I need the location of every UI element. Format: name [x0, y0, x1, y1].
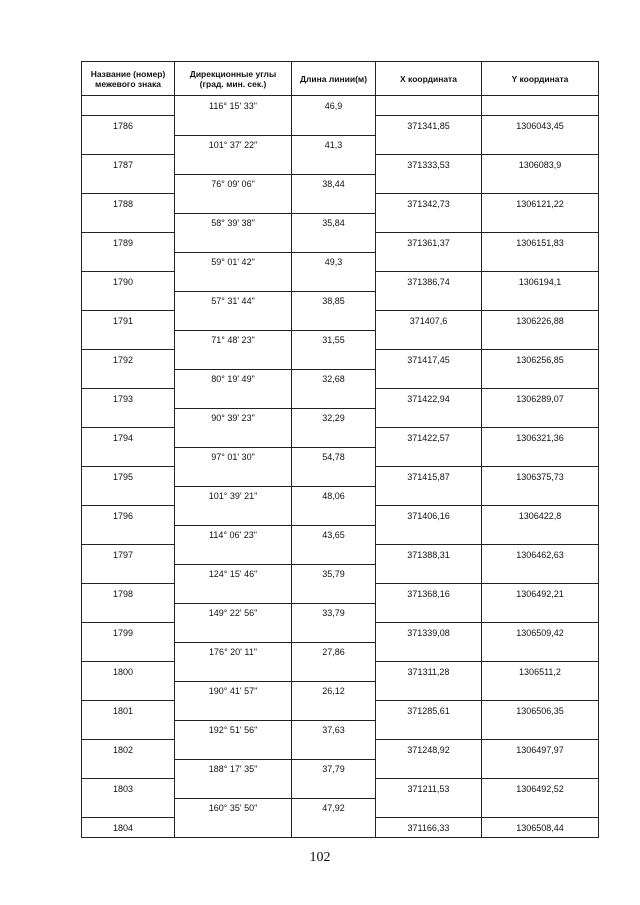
y-coordinate-cell: 1306422,8 [482, 506, 599, 526]
bearing-cell: 192° 51' 56" [175, 720, 292, 740]
empty-cell [82, 681, 175, 701]
point-row [82, 662, 599, 682]
header-point-name: Название (номер) межевого знака [82, 62, 175, 96]
length-cell: 35,84 [292, 213, 376, 233]
length-cell: 47,92 [292, 798, 376, 818]
y-coordinate-cell: 1306511,2 [482, 662, 599, 682]
empty-cell [82, 408, 175, 428]
y-coordinate-cell: 1306256,85 [482, 350, 599, 370]
point-row [82, 116, 599, 136]
point-name-cell: 1798 [82, 584, 175, 604]
empty-cell [82, 525, 175, 545]
empty-cell [175, 662, 292, 682]
empty-cell [175, 545, 292, 565]
x-coordinate-cell: 371368,16 [376, 584, 482, 604]
segment-row [82, 408, 599, 428]
empty-cell [376, 759, 482, 779]
length-cell: 35,79 [292, 564, 376, 584]
empty-cell [482, 681, 599, 701]
empty-cell [376, 603, 482, 623]
point-row [82, 155, 599, 175]
point-row [82, 350, 599, 370]
y-coordinate-cell: 1306492,52 [482, 779, 599, 799]
point-name-cell: 1804 [82, 818, 175, 838]
empty-cell [482, 720, 599, 740]
segment-row [82, 213, 599, 233]
empty-cell [82, 759, 175, 779]
empty-cell [82, 798, 175, 818]
length-cell: 38,44 [292, 174, 376, 194]
segment-row [82, 525, 599, 545]
length-cell: 33,79 [292, 603, 376, 623]
length-cell: 49,3 [292, 252, 376, 272]
empty-cell [82, 174, 175, 194]
empty-cell [376, 486, 482, 506]
point-name-cell: 1793 [82, 389, 175, 409]
bearing-cell: 160° 35' 50" [175, 798, 292, 818]
empty-cell [292, 194, 376, 214]
empty-cell [175, 818, 292, 838]
header-y-coordinate: Y координата [482, 62, 599, 96]
segment-row [82, 135, 599, 155]
empty-cell [292, 623, 376, 643]
empty-cell [292, 155, 376, 175]
empty-cell [376, 642, 482, 662]
x-coordinate-cell: 371406,16 [376, 506, 482, 526]
segment-row [82, 681, 599, 701]
empty-cell [292, 389, 376, 409]
point-row [82, 779, 599, 799]
point-name-cell: 1803 [82, 779, 175, 799]
empty-cell [292, 506, 376, 526]
x-coordinate-cell: 371407,6 [376, 311, 482, 331]
empty-cell [482, 486, 599, 506]
empty-cell [376, 564, 482, 584]
bearing-cell: 97° 01' 30" [175, 447, 292, 467]
point-row [82, 740, 599, 760]
bearing-cell: 116° 15' 33" [175, 96, 292, 116]
empty-cell [292, 467, 376, 487]
segment-row [82, 720, 599, 740]
y-coordinate-cell: 1306226,88 [482, 311, 599, 331]
empty-cell [482, 798, 599, 818]
y-coordinate-cell: 1306492,21 [482, 584, 599, 604]
segment-row [82, 369, 599, 389]
empty-cell [376, 291, 482, 311]
empty-cell [82, 96, 175, 116]
empty-cell [482, 759, 599, 779]
segment-row [82, 642, 599, 662]
empty-cell [175, 389, 292, 409]
y-coordinate-cell: 1306194,1 [482, 272, 599, 292]
length-cell: 32,68 [292, 369, 376, 389]
bearing-cell: 190° 41' 57" [175, 681, 292, 701]
bearing-cell: 101° 37' 22" [175, 135, 292, 155]
y-coordinate-cell: 1306497,97 [482, 740, 599, 760]
point-name-cell: 1800 [82, 662, 175, 682]
point-name-cell: 1786 [82, 116, 175, 136]
empty-cell [376, 447, 482, 467]
empty-cell [482, 213, 599, 233]
empty-cell [482, 252, 599, 272]
bearing-cell: 90° 39' 23" [175, 408, 292, 428]
length-cell: 27,86 [292, 642, 376, 662]
x-coordinate-cell: 371422,94 [376, 389, 482, 409]
y-coordinate-cell: 1306375,73 [482, 467, 599, 487]
empty-cell [292, 545, 376, 565]
empty-cell [175, 272, 292, 292]
point-name-cell: 1794 [82, 428, 175, 448]
point-row [82, 194, 599, 214]
y-coordinate-cell: 1306509,42 [482, 623, 599, 643]
x-coordinate-cell: 371341,85 [376, 116, 482, 136]
x-coordinate-cell: 371285,61 [376, 701, 482, 721]
length-cell: 43,65 [292, 525, 376, 545]
empty-cell [82, 564, 175, 584]
bearing-cell: 176° 20' 11" [175, 642, 292, 662]
empty-cell [482, 135, 599, 155]
empty-cell [292, 311, 376, 331]
bearing-cell: 58° 39' 38" [175, 213, 292, 233]
point-row [82, 623, 599, 643]
bearing-cell: 59° 01' 42" [175, 252, 292, 272]
empty-cell [175, 350, 292, 370]
header-x-coordinate: X координата [376, 62, 482, 96]
empty-cell [82, 330, 175, 350]
segment-row [82, 174, 599, 194]
empty-cell [482, 447, 599, 467]
point-name-cell: 1792 [82, 350, 175, 370]
empty-cell [376, 681, 482, 701]
point-name-cell: 1795 [82, 467, 175, 487]
point-name-cell: 1790 [82, 272, 175, 292]
bearing-cell: 149° 22' 56" [175, 603, 292, 623]
empty-cell [175, 467, 292, 487]
empty-cell [482, 642, 599, 662]
bearing-cell: 71° 48' 23" [175, 330, 292, 350]
segment-row [82, 291, 599, 311]
empty-cell [82, 369, 175, 389]
x-coordinate-cell: 371166,33 [376, 818, 482, 838]
empty-cell [376, 525, 482, 545]
x-coordinate-cell: 371211,53 [376, 779, 482, 799]
x-coordinate-cell: 371333,53 [376, 155, 482, 175]
length-cell: 37,79 [292, 759, 376, 779]
empty-cell [292, 701, 376, 721]
x-coordinate-cell: 371248,92 [376, 740, 482, 760]
empty-cell [82, 642, 175, 662]
empty-cell [292, 116, 376, 136]
bearing-cell: 57° 31' 44" [175, 291, 292, 311]
y-coordinate-cell: 1306151,83 [482, 233, 599, 253]
header-line-length: Длина линии(м) [292, 62, 376, 96]
empty-cell [175, 740, 292, 760]
point-row [82, 584, 599, 604]
x-coordinate-cell: 371415,87 [376, 467, 482, 487]
empty-cell [292, 272, 376, 292]
x-coordinate-cell: 371388,31 [376, 545, 482, 565]
empty-cell [82, 603, 175, 623]
empty-cell [292, 818, 376, 838]
y-coordinate-cell: 1306462,63 [482, 545, 599, 565]
segment-row [82, 486, 599, 506]
length-cell: 37,63 [292, 720, 376, 740]
table-body [82, 96, 599, 838]
x-coordinate-cell: 371342,73 [376, 194, 482, 214]
empty-cell [82, 252, 175, 272]
segment-row [82, 564, 599, 584]
point-row [82, 506, 599, 526]
bearing-cell: 101° 39' 21" [175, 486, 292, 506]
empty-cell [175, 116, 292, 136]
x-coordinate-cell: 371417,45 [376, 350, 482, 370]
segment-row [82, 603, 599, 623]
empty-cell [376, 798, 482, 818]
empty-cell [482, 603, 599, 623]
empty-cell [82, 291, 175, 311]
point-row [82, 428, 599, 448]
bearing-cell: 80° 19' 49" [175, 369, 292, 389]
point-row [82, 272, 599, 292]
empty-cell [376, 252, 482, 272]
empty-cell [82, 447, 175, 467]
empty-cell [482, 369, 599, 389]
empty-cell [292, 662, 376, 682]
empty-cell [292, 779, 376, 799]
empty-cell [376, 213, 482, 233]
point-row [82, 233, 599, 253]
point-name-cell: 1802 [82, 740, 175, 760]
empty-cell [482, 525, 599, 545]
empty-cell [292, 350, 376, 370]
point-name-cell: 1797 [82, 545, 175, 565]
empty-cell [292, 233, 376, 253]
empty-cell [482, 174, 599, 194]
y-coordinate-cell: 1306321,36 [482, 428, 599, 448]
empty-cell [175, 233, 292, 253]
point-row [82, 701, 599, 721]
bearing-cell: 124° 15' 46" [175, 564, 292, 584]
x-coordinate-cell: 371386,74 [376, 272, 482, 292]
empty-cell [82, 135, 175, 155]
point-name-cell: 1791 [82, 311, 175, 331]
y-coordinate-cell: 1306506,35 [482, 701, 599, 721]
empty-cell [376, 174, 482, 194]
segment-row [82, 330, 599, 350]
empty-cell [376, 330, 482, 350]
empty-cell [175, 506, 292, 526]
empty-cell [82, 213, 175, 233]
point-row [82, 467, 599, 487]
empty-cell [482, 291, 599, 311]
empty-cell [175, 311, 292, 331]
segment-row [82, 447, 599, 467]
empty-cell [175, 194, 292, 214]
y-coordinate-cell: 1306083,9 [482, 155, 599, 175]
empty-cell [175, 701, 292, 721]
empty-cell [376, 369, 482, 389]
point-name-cell: 1796 [82, 506, 175, 526]
length-cell: 26,12 [292, 681, 376, 701]
empty-cell [292, 584, 376, 604]
empty-cell [82, 486, 175, 506]
bearing-cell: 114° 06' 23" [175, 525, 292, 545]
point-row [82, 311, 599, 331]
segment-row [82, 252, 599, 272]
empty-cell [175, 623, 292, 643]
length-cell: 54,78 [292, 447, 376, 467]
point-name-cell: 1799 [82, 623, 175, 643]
empty-cell [482, 96, 599, 116]
y-coordinate-cell: 1306043,45 [482, 116, 599, 136]
y-coordinate-cell: 1306508,44 [482, 818, 599, 838]
header-bearing: Дирекционные углы (град. мин. сек.) [175, 62, 292, 96]
x-coordinate-cell: 371422,57 [376, 428, 482, 448]
empty-cell [482, 408, 599, 428]
x-coordinate-cell: 371311,28 [376, 662, 482, 682]
bearing-cell: 188° 17' 35" [175, 759, 292, 779]
empty-cell [292, 428, 376, 448]
length-cell: 31,55 [292, 330, 376, 350]
empty-cell [376, 96, 482, 116]
empty-cell [175, 779, 292, 799]
segment-row [82, 798, 599, 818]
point-row [82, 545, 599, 565]
x-coordinate-cell: 371361,37 [376, 233, 482, 253]
point-name-cell: 1801 [82, 701, 175, 721]
boundary-points-table [81, 61, 599, 838]
empty-cell [376, 135, 482, 155]
length-cell: 46,9 [292, 96, 376, 116]
length-cell: 32,29 [292, 408, 376, 428]
segment-row [82, 759, 599, 779]
table-header-row [82, 62, 599, 96]
length-cell: 38,85 [292, 291, 376, 311]
empty-cell [175, 428, 292, 448]
point-name-cell: 1789 [82, 233, 175, 253]
page-number: 102 [309, 850, 331, 865]
empty-cell [175, 584, 292, 604]
empty-cell [376, 720, 482, 740]
length-cell: 48,06 [292, 486, 376, 506]
point-name-cell: 1788 [82, 194, 175, 214]
empty-cell [376, 408, 482, 428]
segment-row [82, 96, 599, 116]
empty-cell [482, 330, 599, 350]
y-coordinate-cell: 1306121,22 [482, 194, 599, 214]
x-coordinate-cell: 371339,08 [376, 623, 482, 643]
bearing-cell: 76° 09' 06" [175, 174, 292, 194]
empty-cell [292, 740, 376, 760]
length-cell: 41,3 [292, 135, 376, 155]
empty-cell [175, 155, 292, 175]
point-row [82, 818, 599, 838]
empty-cell [82, 720, 175, 740]
point-name-cell: 1787 [82, 155, 175, 175]
y-coordinate-cell: 1306289,07 [482, 389, 599, 409]
point-row [82, 389, 599, 409]
empty-cell [482, 564, 599, 584]
